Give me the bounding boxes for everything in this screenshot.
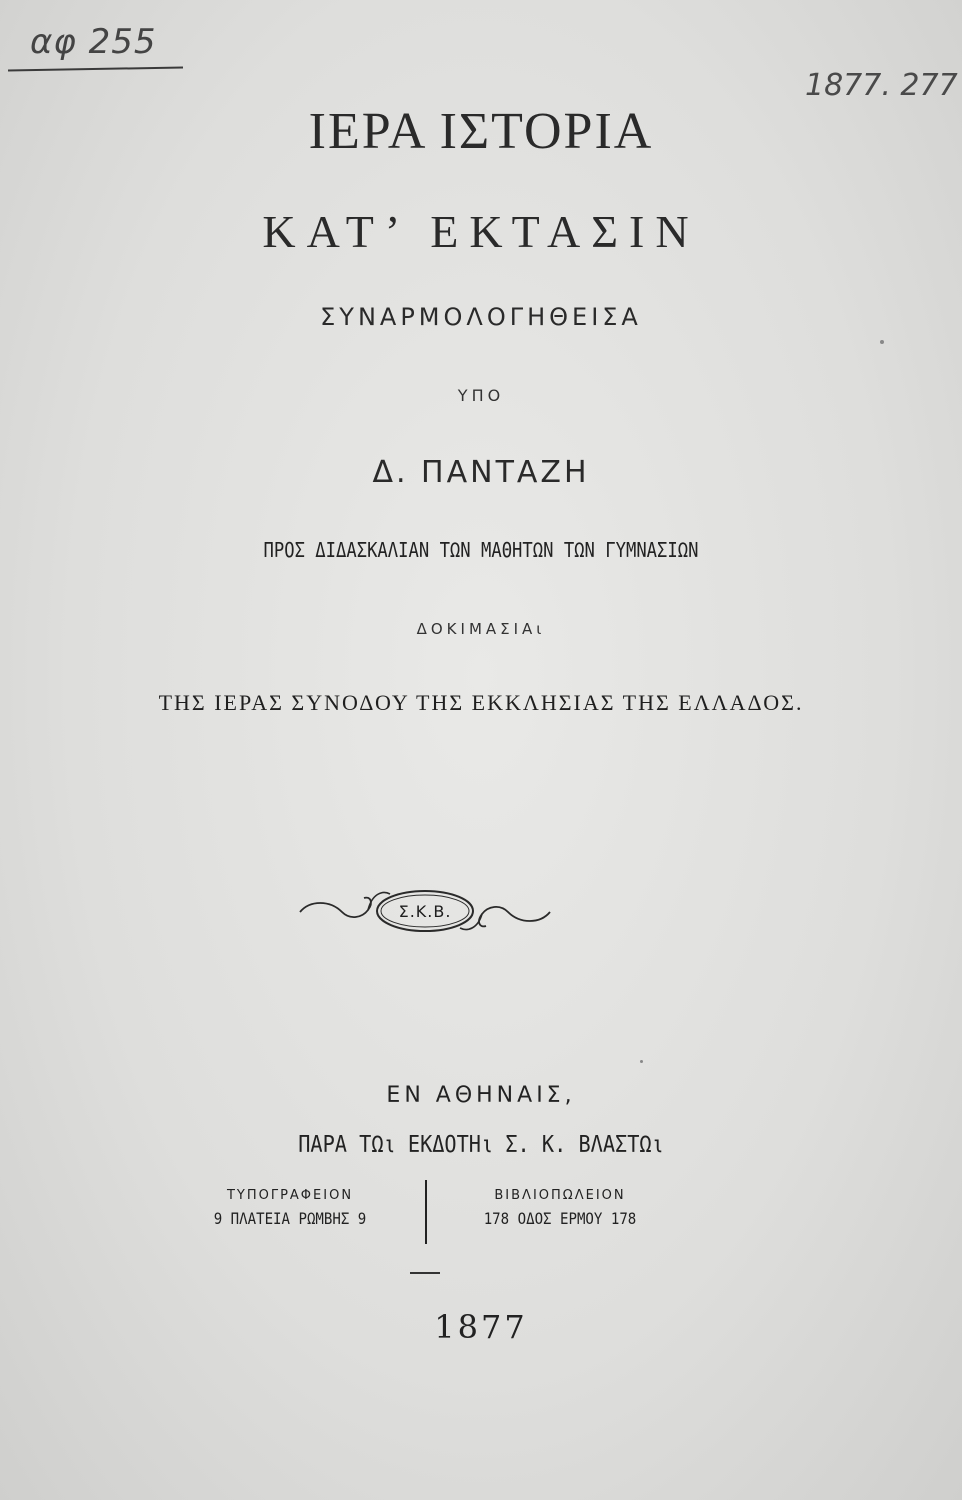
publisher-ornament-icon (290, 880, 560, 940)
purpose-line: ΠΡΟΣ ΔΙΔΑΣΚΑΛΙΑΝ ΤΩΝ ΜΑΘΗΤΩΝ ΤΩΝ ΓΥΜΝΑΣΙΩΝ (263, 538, 699, 562)
publication-year: 1877 (434, 1308, 528, 1346)
approval-label: ΔΟΚΙΜΑΣΙΑι (416, 620, 546, 638)
bookshop-address: 178 ΟΔΟΣ ΕΡΜΟΥ 178 (483, 1209, 637, 1228)
ornament-monogram: Σ.Κ.Β. (398, 902, 452, 921)
bookshop-label: ΒΙΒΛΙΟΠΩΛΕΙΟΝ (494, 1188, 626, 1203)
printing-house-label: ΤΥΠΟΓΡΑΦΕΙΟΝ (226, 1188, 354, 1203)
publisher-line: ΠΑΡΑ ΤΩι ΕΚΔΟΤΗι Σ. Κ. ΒΛΑΣΤΩι (298, 1132, 664, 1158)
approval-body: ΤΗΣ ΙΕΡΑΣ ΣΥΝΟΔΟΥ ΤΗΣ ΕΚΚΛΗΣΙΑΣ ΤΗΣ ΕΛΛΑΔΟΣ. (158, 690, 804, 715)
paper-speck (880, 340, 884, 344)
bookshop-block (430, 1188, 690, 1228)
short-rule (410, 1272, 440, 1274)
column-divider (425, 1180, 427, 1244)
title-line-2: ΚΑΤ’ ΕΚΤΑΣΙΝ (262, 206, 700, 257)
paper-speck (640, 1060, 643, 1063)
printing-house-block (150, 1188, 430, 1228)
shelfmark-underline (8, 66, 183, 71)
author-name: Δ. ΠΑΝΤΑΖΗ (372, 455, 590, 490)
printing-house-address: 9 ΠΛΑΤΕΙΑ ΡΩΜΒΗΣ 9 (213, 1209, 367, 1228)
handwritten-shelfmark: αφ 255 (30, 22, 157, 62)
handwritten-accession-number: 1877. 277 (805, 68, 958, 103)
by-label: ΥΠΟ (457, 386, 505, 405)
compiled-label: ΣΥΝΑΡΜΟΛΟΓΗΘΕΙΣΑ (320, 303, 642, 331)
title-line-1: ΙΕΡΑ ΙΣΤΟΡΙΑ (308, 103, 654, 160)
place-of-publication: ΕΝ ΑΘΗΝΑΙΣ, (386, 1083, 576, 1108)
